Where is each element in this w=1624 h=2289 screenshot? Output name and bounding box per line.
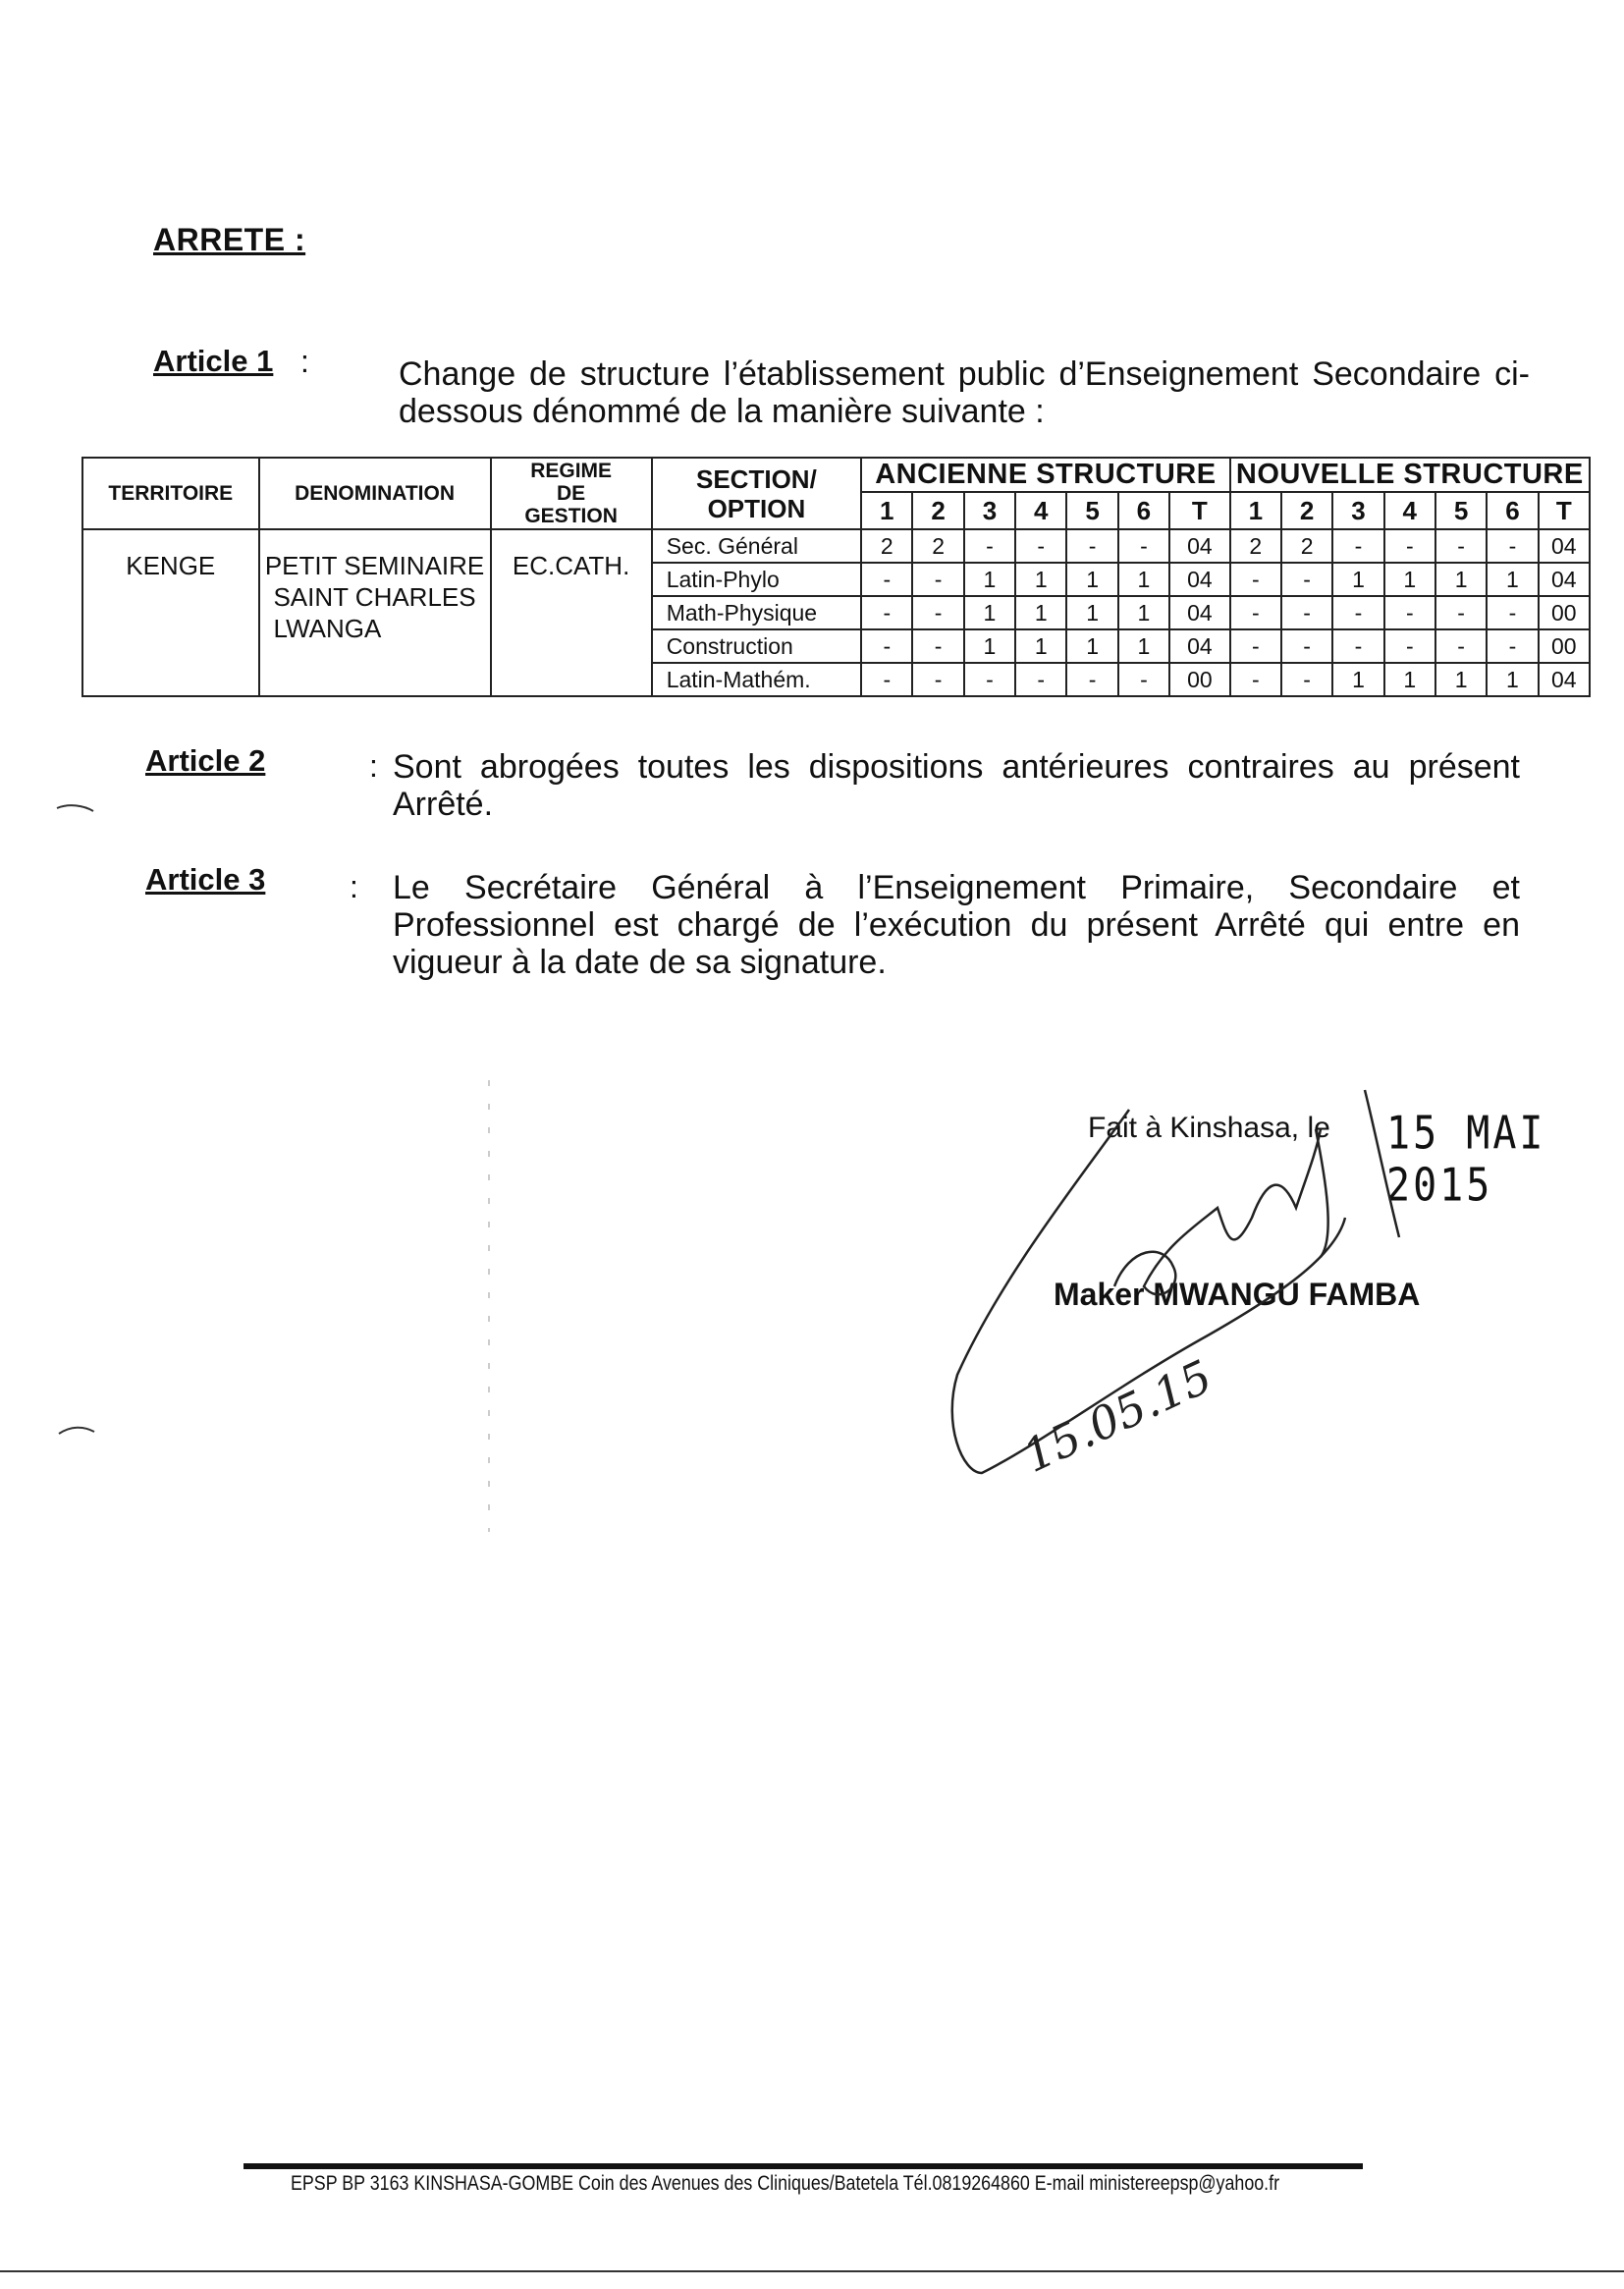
article-1-separator: : bbox=[300, 344, 309, 379]
scan-mark bbox=[57, 805, 93, 811]
header-regime-line-2: DE bbox=[557, 482, 586, 505]
value-cell: 1 bbox=[964, 596, 1015, 629]
article-2-text: Sont abrogées toutes les dispositions antérieures contraires au présent Arrêté. bbox=[393, 748, 1520, 823]
ancienne-year-3: 3 bbox=[964, 492, 1015, 529]
article-1-text: Change de structure l’établissement public d’Enseignement Secondaire ci-dessous dénommé de la manière suivante : bbox=[399, 355, 1530, 430]
value-cell: - bbox=[1332, 596, 1383, 629]
value-cell: - bbox=[912, 629, 963, 663]
option-cell: Math-Physique bbox=[652, 596, 861, 629]
value-cell: - bbox=[1066, 529, 1117, 563]
header-section-line-1: SECTION/ bbox=[696, 463, 817, 494]
value-cell: - bbox=[1015, 529, 1066, 563]
ancienne-year-2: 2 bbox=[912, 492, 963, 529]
total-cell: 00 bbox=[1169, 663, 1230, 696]
total-cell: 04 bbox=[1169, 596, 1230, 629]
option-cell: Latin-Phylo bbox=[652, 563, 861, 596]
ancienne-year-1: 1 bbox=[861, 492, 912, 529]
value-cell: 1 bbox=[1066, 629, 1117, 663]
value-cell: 1 bbox=[1066, 596, 1117, 629]
value-cell: 2 bbox=[1281, 529, 1332, 563]
scan-mark bbox=[59, 1428, 94, 1434]
header-nouvelle-structure: NOUVELLE STRUCTURE bbox=[1230, 458, 1590, 492]
total-cell: 00 bbox=[1539, 596, 1590, 629]
value-cell: 1 bbox=[1118, 596, 1169, 629]
value-cell: - bbox=[1281, 596, 1332, 629]
total-cell: 04 bbox=[1539, 563, 1590, 596]
value-cell: - bbox=[861, 663, 912, 696]
value-cell: - bbox=[861, 629, 912, 663]
value-cell: - bbox=[1118, 529, 1169, 563]
value-cell: 1 bbox=[1332, 563, 1383, 596]
value-cell: 1 bbox=[1384, 563, 1435, 596]
header-regime-line-3: GESTION bbox=[524, 505, 618, 527]
article-3-label: Article 3 bbox=[145, 862, 266, 897]
value-cell: - bbox=[1230, 663, 1281, 696]
signature-stroke bbox=[1316, 1090, 1399, 1257]
denomination-line: SAINT CHARLES bbox=[273, 582, 476, 612]
nouvelle-year-5: 5 bbox=[1435, 492, 1487, 529]
value-cell: 1 bbox=[1384, 663, 1435, 696]
value-cell: - bbox=[1118, 663, 1169, 696]
nouvelle-year-6: 6 bbox=[1487, 492, 1538, 529]
nouvelle-year-1: 1 bbox=[1230, 492, 1281, 529]
handwritten-date: 15.05.15 bbox=[1014, 1349, 1220, 1483]
signer-name: Maker MWANGU FAMBA bbox=[1054, 1277, 1421, 1312]
value-cell: - bbox=[1332, 629, 1383, 663]
value-cell: - bbox=[912, 563, 963, 596]
page-bottom-rule bbox=[0, 2270, 1624, 2272]
ancienne-total: T bbox=[1169, 492, 1230, 529]
article-1-label: Article 1 bbox=[153, 344, 274, 378]
total-cell: 04 bbox=[1539, 529, 1590, 563]
value-cell: - bbox=[1435, 529, 1487, 563]
value-cell: - bbox=[1384, 529, 1435, 563]
article-2-label: Article 2 bbox=[145, 743, 266, 778]
value-cell: - bbox=[1487, 529, 1538, 563]
option-cell: Construction bbox=[652, 629, 861, 663]
value-cell: - bbox=[1230, 629, 1281, 663]
value-cell: - bbox=[1332, 529, 1383, 563]
footer-address: EPSP BP 3163 KINSHASA-GOMBE Coin des Avenues des Cliniques/Batetela Tél.0819264860 E-mail ministereepsp@yahoo.fr bbox=[291, 2172, 1280, 2195]
signature-place: Fait à Kinshasa, le bbox=[1088, 1112, 1330, 1144]
value-cell: - bbox=[964, 529, 1015, 563]
value-cell: - bbox=[861, 563, 912, 596]
value-cell: - bbox=[861, 596, 912, 629]
value-cell: 2 bbox=[1230, 529, 1281, 563]
header-ancienne-structure: ANCIENNE STRUCTURE bbox=[861, 458, 1230, 492]
value-cell: 1 bbox=[1118, 563, 1169, 596]
value-cell: 1 bbox=[1118, 629, 1169, 663]
header-territoire: TERRITOIRE bbox=[82, 458, 259, 529]
value-cell: - bbox=[1230, 563, 1281, 596]
article-3-text: Le Secrétaire Général à l’Enseignement Primaire, Secondaire et Professionnel est chargé de l’exécution du présent Arrêté qui entre en vigueur à la date de sa signature. bbox=[393, 869, 1520, 981]
value-cell: - bbox=[1384, 629, 1435, 663]
signature-scrawl bbox=[1114, 1129, 1321, 1294]
ancienne-year-6: 6 bbox=[1118, 492, 1169, 529]
option-cell: Latin-Mathém. bbox=[652, 663, 861, 696]
territoire-cell: KENGE bbox=[82, 529, 259, 696]
total-cell: 04 bbox=[1169, 563, 1230, 596]
denomination-line: LWANGA bbox=[273, 614, 382, 643]
value-cell: - bbox=[1435, 596, 1487, 629]
value-cell: 2 bbox=[912, 529, 963, 563]
value-cell: - bbox=[912, 663, 963, 696]
value-cell: 1 bbox=[964, 563, 1015, 596]
value-cell: - bbox=[1384, 596, 1435, 629]
header-section-line-2: OPTION bbox=[707, 493, 806, 523]
regime-cell: EC.CATH. bbox=[491, 529, 652, 696]
value-cell: 2 bbox=[861, 529, 912, 563]
value-cell: 1 bbox=[1015, 596, 1066, 629]
article-3-separator: : bbox=[350, 869, 358, 904]
value-cell: - bbox=[1230, 596, 1281, 629]
article-2-separator: : bbox=[369, 748, 378, 784]
ancienne-year-4: 4 bbox=[1015, 492, 1066, 529]
nouvelle-year-4: 4 bbox=[1384, 492, 1435, 529]
value-cell: 1 bbox=[1487, 563, 1538, 596]
value-cell: 1 bbox=[1435, 663, 1487, 696]
header-regime-line-1: REGIME bbox=[530, 460, 613, 482]
value-cell: - bbox=[1281, 563, 1332, 596]
date-stamp: 15 MAI 2015 bbox=[1386, 1108, 1546, 1212]
value-cell: - bbox=[1066, 663, 1117, 696]
value-cell: 1 bbox=[1487, 663, 1538, 696]
value-cell: - bbox=[1487, 629, 1538, 663]
value-cell: 1 bbox=[964, 629, 1015, 663]
page-heading: ARRETE : bbox=[153, 222, 306, 257]
value-cell: - bbox=[964, 663, 1015, 696]
value-cell: 1 bbox=[1066, 563, 1117, 596]
value-cell: - bbox=[1281, 663, 1332, 696]
nouvelle-total: T bbox=[1539, 492, 1590, 529]
total-cell: 04 bbox=[1169, 529, 1230, 563]
header-denomination: DENOMINATION bbox=[259, 458, 491, 529]
value-cell: 1 bbox=[1015, 629, 1066, 663]
denomination-line: PETIT SEMINAIRE bbox=[264, 551, 485, 580]
value-cell: 1 bbox=[1435, 563, 1487, 596]
value-cell: 1 bbox=[1332, 663, 1383, 696]
value-cell: 1 bbox=[1015, 563, 1066, 596]
total-cell: 04 bbox=[1169, 629, 1230, 663]
nouvelle-year-3: 3 bbox=[1332, 492, 1383, 529]
footer-rule bbox=[244, 2163, 1363, 2169]
nouvelle-year-2: 2 bbox=[1281, 492, 1332, 529]
total-cell: 00 bbox=[1539, 629, 1590, 663]
ancienne-year-5: 5 bbox=[1066, 492, 1117, 529]
value-cell: - bbox=[1435, 629, 1487, 663]
total-cell: 04 bbox=[1539, 663, 1590, 696]
value-cell: - bbox=[912, 596, 963, 629]
value-cell: - bbox=[1015, 663, 1066, 696]
option-cell: Sec. Général bbox=[652, 529, 861, 563]
value-cell: - bbox=[1487, 596, 1538, 629]
value-cell: - bbox=[1281, 629, 1332, 663]
